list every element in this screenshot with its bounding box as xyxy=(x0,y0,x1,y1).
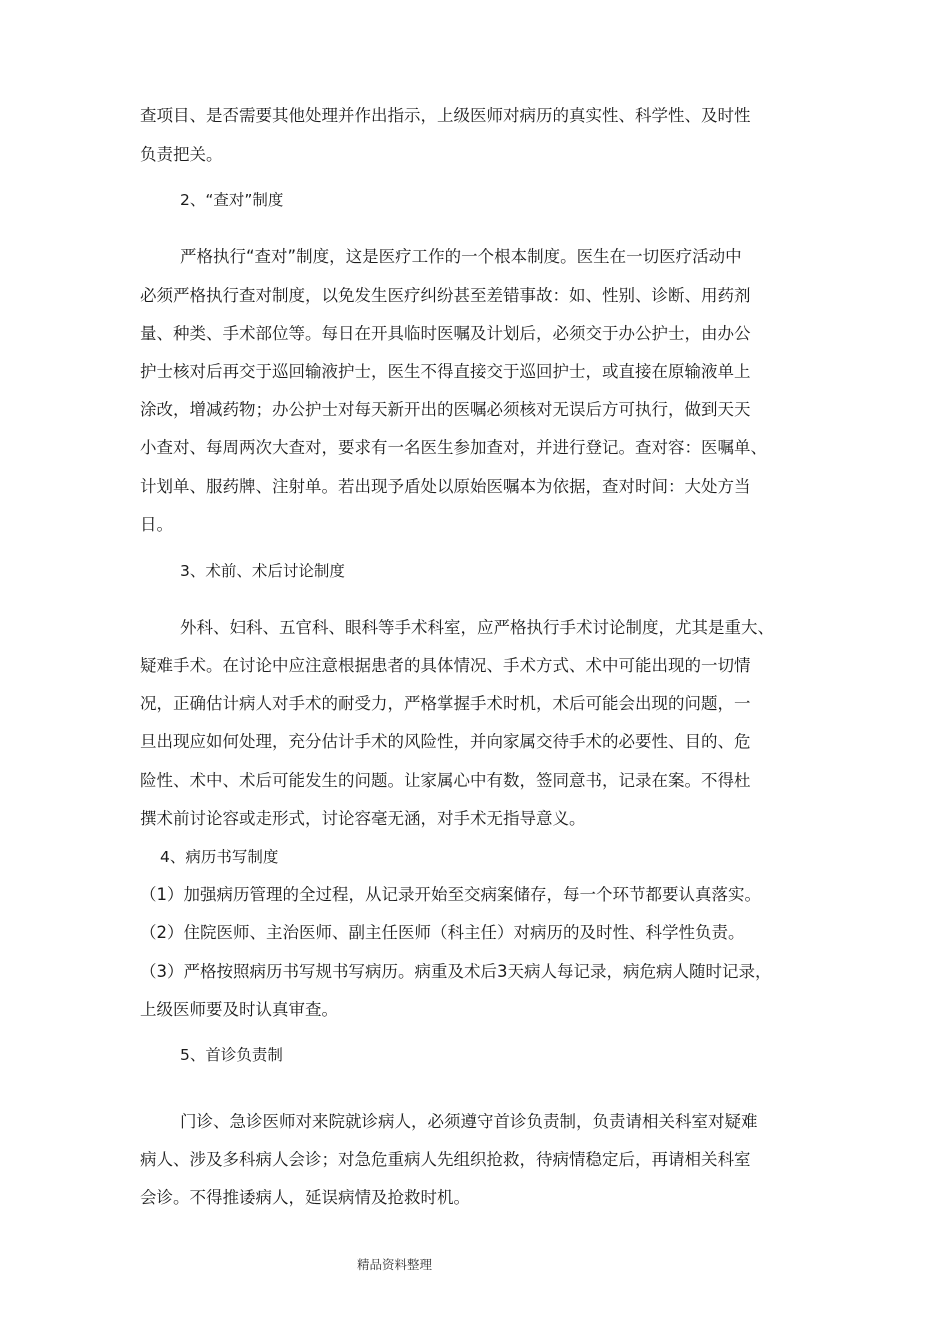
page-footer: 精品资料整理 xyxy=(357,1257,433,1272)
paragraph-line: 况，正确估计病人对手术的耐受力，严格掌握手术时机，术后可能会出现的问题，一 xyxy=(140,694,751,713)
section-heading: 4、病历书写制度 xyxy=(160,848,279,866)
paragraph-line: 外科、妇科、五官科、眼科等手术科室，应严格执行手术讨论制度，尤其是重大、 xyxy=(180,618,774,637)
paragraph-line: 量、种类、手术部位等。每日在开具临时医嘱及计划后，必须交于办公护士，由办公 xyxy=(140,324,751,343)
paragraph-line: 险性、术中、术后可能发生的问题。让家属心中有数，签同意书，记录在案。不得杜 xyxy=(140,771,751,790)
paragraph-line: 日。 xyxy=(140,515,173,534)
list-item: （2）住院医师、主治医师、副主任医师（科主任）对病历的及时性、科学性负责。 xyxy=(140,923,745,942)
section-heading: 3、术前、术后讨论制度 xyxy=(180,562,345,580)
paragraph-line: 护士核对后再交于巡回输液护士，医生不得直接交于巡回护士，或直接在原输液单上 xyxy=(140,362,751,381)
paragraph-line: 必须严格执行查对制度，以免发生医疗纠纷甚至差错事故：如、性别、诊断、用药剂 xyxy=(140,286,751,305)
paragraph-line: 会诊。不得推诿病人，延误病情及抢救时机。 xyxy=(140,1188,470,1207)
section-heading: 5、首诊负责制 xyxy=(180,1046,283,1064)
paragraph-line: 严格执行“查对”制度，这是医疗工作的一个根本制度。医生在一切医疗活动中 xyxy=(180,247,742,266)
paragraph-line: 旦出现应如何处理，充分估计手术的风险性，并向家属交待手术的必要性、目的、危 xyxy=(140,732,751,751)
paragraph-line: 门诊、急诊医师对来院就诊病人，必须遵守首诊负责制，负责请相关科室对疑难 xyxy=(180,1112,758,1131)
paragraph-line: 上级医师要及时认真审查。 xyxy=(140,1000,338,1019)
paragraph-line: 查项目、是否需要其他处理并作出指示，上级医师对病历的真实性、科学性、及时性 xyxy=(140,106,751,125)
paragraph-line: 疑难手术。在讨论中应注意根据患者的具体情况、手术方式、术中可能出现的一切情 xyxy=(140,656,751,675)
paragraph-line: 病人、涉及多科病人会诊；对急危重病人先组织抢救，待病情稳定后，再请相关科室 xyxy=(140,1150,751,1169)
paragraph-line: 小查对、每周两次大查对，要求有一名医生参加查对，并进行登记。查对容：医嘱单、 xyxy=(140,438,767,457)
list-item: （3）严格按照病历书写规书写病历。病重及术后3天病人每记录，病危病人随时记录， xyxy=(140,962,772,981)
paragraph-line: 负责把关。 xyxy=(140,145,223,164)
section-heading: 2、“查对”制度 xyxy=(180,191,284,209)
list-item: （1）加强病历管理的全过程，从记录开始至交病案储存，每一个环节都要认真落实。 xyxy=(140,885,761,904)
paragraph-line: 撰术前讨论容或走形式，讨论容毫无涵，对手术无指导意义。 xyxy=(140,809,586,828)
paragraph-line: 计划单、服药牌、注射单。若出现予盾处以原始医嘱本为依据，查对时间：大处方当 xyxy=(140,477,751,496)
paragraph-line: 涂改，增减药物；办公护士对每天新开出的医嘱必须核对无误后方可执行，做到天天 xyxy=(140,400,751,419)
